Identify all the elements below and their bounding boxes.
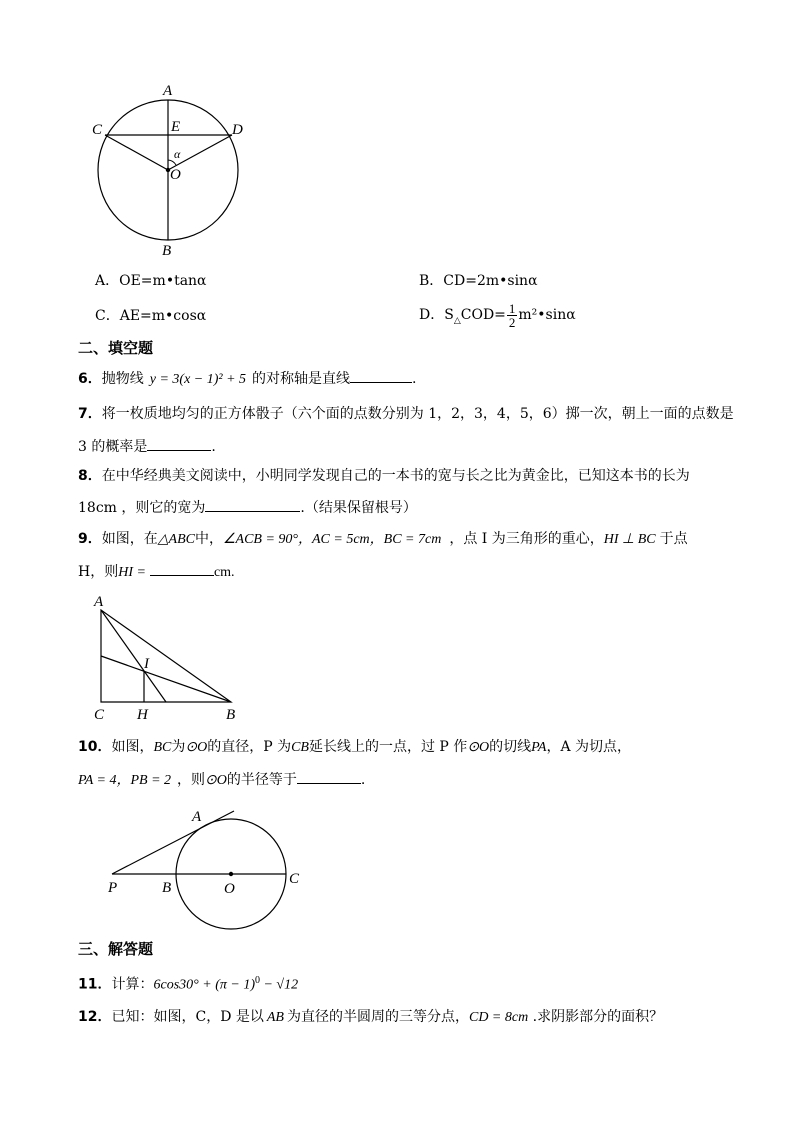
q5-label-o: O [170,167,181,183]
q7-text-line-2: 3 的概率是 [78,439,148,455]
q8-text-line-2-pre: 18cm ，则它的宽为 [78,500,206,516]
q5-option-d [419,300,576,336]
q6-text-pre: 抛物线 [101,371,144,387]
q5-option-d-frac-num: 1 [508,300,516,316]
q10-number: 10． [78,739,112,755]
q6-number: 6． [78,371,102,387]
q10-text-h: 的半径等于 [226,772,297,788]
q9-label-i: I [144,656,149,672]
q12-text-pre: 已知：如图，C，D 是以 [111,1009,264,1025]
q5-option-d-suffix: m²•sinα [518,307,576,323]
q10-pa: PA [531,740,547,755]
q10-text-g: ，则 [177,772,206,788]
q5-label-b: B [162,243,172,259]
q10-center-dot [229,872,233,876]
question-8-line-1 [78,466,690,486]
q9-conditions: ∠ACB = 90°，AC = 5cm，BC = 7cm [222,532,442,547]
q9-label-a: A [94,594,104,610]
question-9-line-1 [78,529,688,550]
q10-circle-o: ⊙O [185,740,208,755]
q9-text-c: ，点 I 为三角形的重心， [449,531,604,547]
q5-label-alpha: α [174,147,181,161]
q9-label-h: H [137,707,148,723]
q12-text-post: .求阴影部分的面积？ [528,1009,664,1025]
q10-end: . [360,772,366,788]
q12-ab: AB [266,1010,284,1025]
q10-tangent-pa [112,811,234,874]
q10-text-f: ，A 为切点， [546,739,632,755]
section-3-title: 三、解答题 [78,940,154,958]
question-11 [78,971,298,996]
q9-label-c: C [94,707,105,723]
q5-option-a: A．OE=m•tanα [95,273,207,289]
q9-text-a: 如图，在 [101,531,158,547]
q10-label-b: B [162,880,172,896]
q11-expression-b: − √12 [259,977,299,993]
q9-triangle-figure [88,592,248,724]
q5-option-d-mid: COD= [460,307,506,323]
question-9-line-2 [78,561,235,583]
q10-text-d: 延长线上的一点，过 P 作 [308,739,468,755]
q10-cb: CB [291,740,309,755]
q5-label-e: E [171,119,181,135]
q5-option-d-frac-den: 2 [508,314,516,330]
q5-option-b: B．CD=2m•sinα [419,273,538,289]
q5-option-d-prefix: D．S [419,307,454,323]
q11-expression-a: 6cos30° + (π − 1) [153,977,255,993]
q8-answer-blank[interactable] [205,497,300,512]
q10-bc: BC [153,740,172,755]
section-2-title: 二、填空题 [78,339,154,357]
q10-label-a: A [192,809,202,825]
q10-answer-blank[interactable] [297,769,361,784]
q9-number: 9． [78,531,102,547]
q12-cd: CD = 8cm [468,1010,529,1025]
q6-end: . [412,371,417,387]
question-8-line-2 [78,497,417,518]
q7-answer-blank[interactable] [147,436,211,451]
q10-label-o: O [224,881,235,897]
q9-median-from-a [101,610,166,702]
q9-text-line-2-a: H，则 [78,564,119,580]
q9-text-b: 中， [194,531,223,547]
q5-label-a: A [163,83,173,99]
q7-text-line-1: 将一枚质地均匀的正方体骰子（六个面的点数分别为 1，2，3，4，5，6）掷一次，朝上一面的点数是 [101,406,734,422]
question-7-line-1 [78,404,734,424]
q12-number: 12． [78,1009,112,1025]
q10-label-p: P [108,880,118,896]
q6-formula: y = 3(x − 1)² + 5 [149,372,247,387]
question-10-line-1 [78,737,631,758]
q9-text-d: 于点 [659,531,688,547]
q10-text-b: 为 [171,739,186,755]
q7-number: 7． [78,406,102,422]
q10-label-c: C [289,871,300,887]
q5-radius-oc [105,135,168,170]
q9-hi-equals: HI = [118,565,146,580]
q11-text-pre: 计算： [111,976,154,993]
q9-answer-blank[interactable] [150,561,214,576]
q9-triangle: △ABC [157,532,195,547]
q9-median-from-b [101,656,231,702]
q8-number: 8． [78,468,102,484]
q6-text-post: 的对称轴是直线 [252,371,351,387]
q5-label-c: C [92,122,103,138]
q9-unit: cm. [213,565,235,580]
q10-given: PA = 4，PB = 2 [78,773,172,788]
q8-text-line-2-post: .（结果保留根号） [300,500,417,516]
q11-number: 11． [78,976,112,993]
q12-text-mid: 为直径的半圆周的三等分点， [286,1009,469,1025]
q9-perpendicular: HI ⊥ BC [603,532,656,547]
q8-text-line-1: 在中华经典美文阅读中，小明同学发现自己的一本书的宽与长之比为黄金比，已知这本书的长为 [101,468,690,484]
q10-text-a: 如图， [111,739,154,755]
q5-option-d-fraction [507,302,518,329]
question-6 [78,368,417,390]
q10-text-c: 的直径，P 为 [207,739,292,755]
q9-label-b: B [226,707,236,723]
q5-label-d: D [232,122,243,138]
q10-circle-o-2: ⊙O [467,740,490,755]
q10-text-e: 的切线 [489,739,532,755]
q9-triangle-abc [101,610,231,702]
q11-exponent: 0 [254,975,260,986]
q6-answer-blank[interactable] [350,368,412,383]
q10-circle-o-3: ⊙O [205,773,227,788]
q5-circle-figure [82,80,262,260]
question-12 [78,1007,663,1028]
q5-option-d-sub: △ [453,315,461,326]
question-7-line-2 [78,436,216,457]
q7-end: . [211,439,216,455]
q10-circle-figure [100,803,310,935]
q5-option-c: C．AE=m•cosα [95,308,207,324]
question-10-line-2 [78,769,365,791]
